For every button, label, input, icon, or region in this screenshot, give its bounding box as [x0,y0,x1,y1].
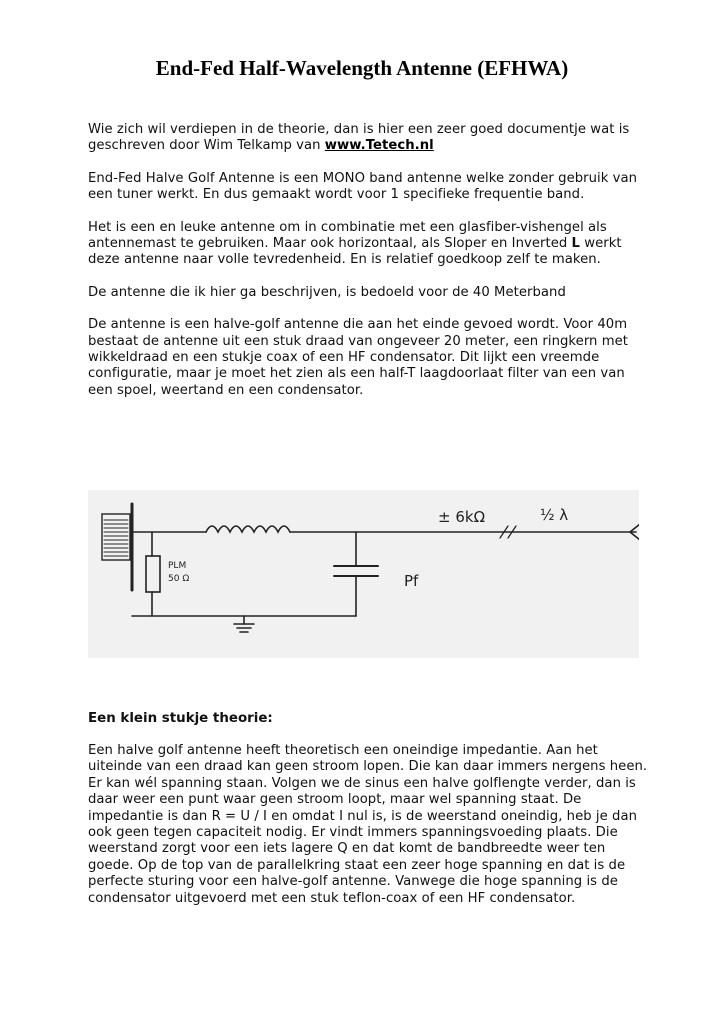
theory-paragraph: Een halve golf antenne heeft theoretisch een oneindige impedantie. Aan het uiteinde van een draad kan geen stroom lopen. Die kan daar immers nergens heen. Er kan wél spanning staan. Volgen we de sinus een halve golflengte verder, dan is daar weer een punt waar geen stroom loopt, maar wel spanning staat. De impedantie is dan R = U / I en omdat I nul is, is de weerstand oneindig, heb je dan ook geen tegen capaciteit nodig. Er vindt immers spanningsvoeding plaats. Die weerstand zorgt voor een iets lagere Q en dat komt de bandbreedte weer ten goede. Op de top van de parallelkring staat een zeer hoge spanning en dat is de perfecte sturing voor een halve-golf antenne. Vanwege die hoge spanning is de condensator uitgevoerd met een stuk teflon-coax of een HF condensator. [88,743,648,906]
resistor-label-1: PLM [168,561,187,571]
inverted-l-bold: L [571,236,580,252]
wavelength-label: ½ λ [540,506,569,524]
ground-icon [234,616,254,632]
paragraph-mono-band: End-Fed Halve Golf Antenne is een MONO band antenne welke zonder gebruik van een tuner werkt. En dus gemaakt wordt voor 1 specifieke frequentie band. [88,170,638,203]
inductor-icon [206,526,290,532]
paragraph-config: De antenne is een halve-golf antenne die aan het einde gevoed wordt. Voor 40m bestaat de antenne uit een stuk draad van ongeveer 20 meter, een ringkern met wikkeldraad en een stukje coax of een HF condensator. Dit lijkt een vreemde configuratie, maar je moet het zien als een half-T laagdoorlaat filter van een van een spoel, weertand en een condensator. [88,317,628,398]
paragraph-40m: De antenne die ik hier ga beschrijven, is bedoeld voor de 40 Meterband [88,284,566,300]
impedance-label: ± 6kΩ [438,508,486,526]
intro-paragraph [88,122,648,155]
circuit-drawing [88,490,639,658]
capacitor-label: Pf [404,572,419,590]
resistor-label-2: 50 Ω [168,574,190,584]
resistor-icon [146,556,160,592]
connector-icon [102,504,132,590]
intro-section [88,122,648,415]
p3-before: Het is een en leuke antenne om in combinatie met een glasfiber-vishengel als antennemast te gebruiken. Maar ook horizontaal, als Sloper en Inverted [88,219,607,252]
theory-heading: Een klein stukje theorie: [88,711,273,726]
tetech-link[interactable]: www.Tetech.nl [324,138,434,154]
p3-after: werkt deze antenne naar volle tevredenheid. En is relatief goedkoop zelf te maken. [88,236,622,268]
theory-section [88,710,648,923]
circuit-diagram [88,490,639,658]
page-title: End-Fed Half-Wavelength Antenne (EFHWA) [155,56,569,80]
paragraph-glasfiber [88,220,648,269]
intro-text: Wie zich wil verdiepen in de theorie, dan is hier een zeer goed documentje wat is geschreven door Wim Telkamp van [88,122,630,154]
